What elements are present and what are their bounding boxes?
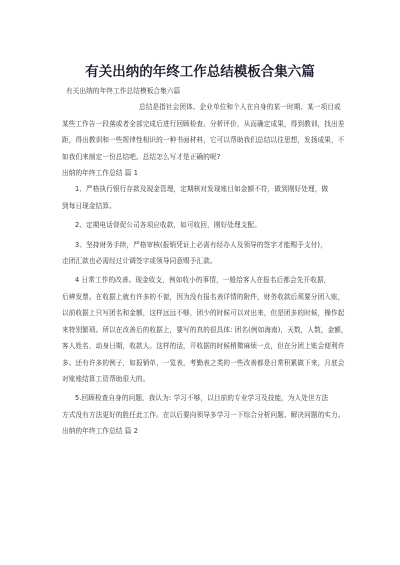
section-heading-text: 出纳的年终工作总结 篇 1: [62, 169, 139, 178]
section-heading-1: [62, 165, 352, 181]
item-line: 客人姓名，动身日期，收款人。这样的话，开收据的时候稍微麻烦一点，但在分团上账会便利许: [62, 342, 345, 351]
item-line: 多。还有许多的例子，如报销单，一览表，考勤表之类的一些改善都是日常积累做下来，月底会: [62, 358, 345, 367]
intro-line: 如我们来制定一份总结吧。总结怎么写才是正确的呢?: [62, 152, 221, 161]
item-line: 1、严格执行银行存款及现金管理，定期核对发现账目如金额不符，做到刚好处理，做: [75, 185, 329, 194]
document-title: 有关出纳的年终工作总结模板合集六篇: [85, 64, 315, 80]
document-body: [62, 83, 352, 440]
item-1-paragraph: [62, 181, 352, 214]
item-2-paragraph: [62, 217, 352, 233]
item-line: 4 日常工作的改善。现金收支，例如收小的事情，一般给客人在报名后都会先开收据，: [75, 276, 331, 285]
item-line: 2、定期电话督促公司各项应收款，如可收回，刚好处理支配。: [75, 221, 261, 230]
item-line: 走团汇款也必需经过计调签字或领导同意赐予汇款。: [62, 257, 217, 266]
intro-line: 总结是指社会团体、企业单位和个人在自身的某一时期、某一项目或: [139, 103, 341, 112]
item-line: 后辨发票。在收据上就有许多的不便，因为没有报名表详情的附件，财务收款后须要分团入账，: [62, 292, 345, 301]
intro-line: 某些工作告一段落或者全部完成后进行回顾检查、分析评价，从而确定成果，得到教训，找出差: [62, 119, 345, 128]
subtitle-line: [62, 83, 352, 99]
subtitle-text: 有关出纳的年终工作总结模板合集六篇: [66, 87, 181, 95]
item-line: 到每日现金结算。: [62, 201, 116, 210]
item-line: 5.回顾检查自身的问题，我认为: 学习不够，以目前的专业学习及技能，为人处世方法: [75, 394, 329, 403]
item-line: 对账账结算工资帮助很大的。: [62, 374, 150, 383]
section-heading-text: 出纳的年终工作总结 篇 2: [62, 427, 139, 436]
intro-line: 距，得出教训和一些规律性相识的一种书面材料，它可以帮助我们总结以往思想，发扬成果，不: [62, 136, 345, 145]
intro-paragraph: [62, 99, 352, 165]
item-3-paragraph: [62, 237, 352, 270]
item-line: 来特别繁琐。所以在改善后的收据上，要写的真的很具体: 团名(例如海南)，天数，人数，金额，: [62, 325, 348, 334]
item-4-paragraph: [62, 272, 352, 387]
item-line: 3、坚持财务手续，严格审核(报销凭证上必需有经办人及领导的签字才能赐予支付)，: [75, 240, 327, 249]
section-heading-2: [62, 423, 352, 439]
item-line: 方式没有方法更好的胜任此工作。在以后要向领导多学习一下综合分析问题、解决问题的实力。: [62, 410, 345, 419]
item-line: 以前收据上只写团名和金额，这样远远不够，团少的时候可以对出来，但是团多的时候，操作起: [62, 309, 345, 318]
item-5-paragraph: [62, 390, 352, 423]
